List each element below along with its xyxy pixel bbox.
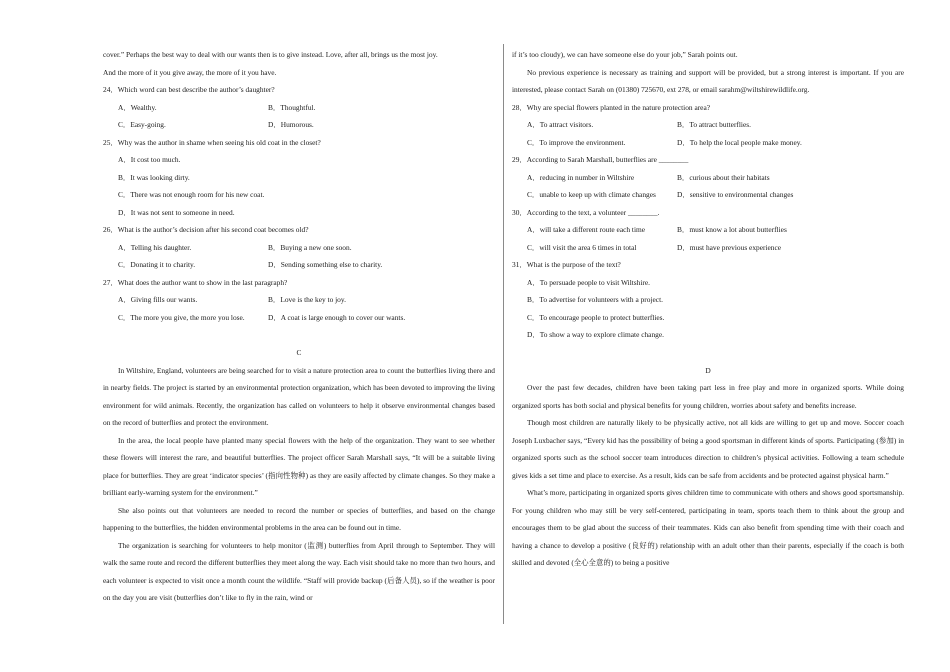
question-block (103, 221, 495, 274)
question-list-24-27 (103, 81, 495, 326)
answer-option[interactable]: D．To show a way to explore climate change. (527, 330, 664, 339)
answer-option[interactable]: C．will visit the area 6 times in total (527, 242, 637, 252)
answer-option[interactable]: A．Giving fills our wants. (118, 295, 198, 304)
option-grid (512, 116, 904, 151)
intro-line: And the more of it you give away, the more of it you have. (103, 67, 277, 77)
answer-option[interactable]: A．It cost too much. (118, 155, 181, 164)
option-grid (512, 169, 904, 204)
option-grid (103, 291, 495, 326)
passage-paragraph: In Wiltshire, England, volunteers are being searched for to visit a nature protection area to count the butterflies living there and in nearby fields. The project is started by an environmental protection organization, which has been devoted to improving the living environment for wild animals. Recently, the organization has called on volunteers to help it observe environmental changes based on the record of butterflies and protect the environment. (103, 365, 495, 427)
answer-option[interactable]: B．To advertise for volunteers with a project. (527, 295, 663, 304)
answer-option[interactable]: B．Love is the key to joy. (268, 295, 346, 304)
answer-option[interactable]: D．must have previous experience (677, 242, 782, 252)
option-grid (103, 239, 495, 274)
answer-option[interactable]: C．To improve the environment. (527, 137, 626, 147)
answer-option[interactable]: D．Humorous. (268, 120, 314, 129)
answer-option[interactable]: A．reducing in number in Wiltshire (527, 172, 635, 182)
left-column (103, 46, 495, 607)
answer-option[interactable]: B．It was looking dirty. (118, 172, 190, 182)
option-grid (103, 99, 495, 134)
passage-paragraph: Over the past few decades, children have been taking part less in free play and more in organized sports. While doing organized sports has both social and physical benefits for young children, worries about safety and benefits increase. (512, 383, 904, 410)
answer-option[interactable]: D．A coat is large enough to cover our wants. (268, 312, 406, 322)
column-divider (503, 44, 504, 624)
passage-c-ending (512, 46, 904, 99)
question-block (512, 256, 904, 344)
answer-option[interactable]: C．unable to keep up with climate changes (527, 190, 656, 199)
question-stem: 24．Which word can best describe the author’s daughter? (103, 85, 275, 94)
section-title-c: C (296, 348, 302, 357)
intro-paragraph: if it’s too cloudy), we can have someone else do your job,” Sarah points out. (512, 50, 738, 59)
question-stem: 29．According to Sarah Marshall, butterflies are ________ (512, 155, 689, 164)
answer-option[interactable]: C．There was not enough room for his new coat. (118, 190, 265, 199)
question-block (103, 134, 495, 222)
question-list-28-31 (512, 99, 904, 344)
question-stem: 31．What is the purpose of the text? (512, 260, 621, 269)
answer-option[interactable]: B．Buying a new one soon. (268, 242, 352, 252)
passage-paragraph: Though most children are naturally likely to be physically active, not all kids are willing to get up and move. Soccer coach Joseph Luxbacher says, “Every kid has the possibility of being a good sportsman in different kinds of sports. Participating (参加) in organized sports such as the school soccer team introduces direction to children’s physical activities. Following a team schedule gives kids a set time and place to exercise. As a result, kids can be safe from accidents and be protected against physical harm.” (512, 418, 904, 480)
right-column (512, 46, 904, 572)
option-grid (512, 221, 904, 256)
answer-option[interactable]: D．To help the local people make money. (677, 137, 802, 147)
passage-paragraph: She also points out that volunteers are needed to record the number or species of butterflies, and based on the change happening to the butterflies, the hidden environmental problems in the area can be found out in time. (103, 505, 495, 532)
question-block (103, 274, 495, 327)
answer-option[interactable]: C．Easy-going. (118, 120, 166, 129)
answer-option[interactable]: C．The more you give, the more you lose. (118, 312, 245, 322)
question-block (512, 204, 904, 257)
question-stem: 30．According to the text, a volunteer ________. (512, 207, 660, 217)
answer-option[interactable]: A．Telling his daughter. (118, 242, 192, 252)
answer-option[interactable]: C．To encourage people to protect butterflies. (527, 312, 665, 322)
passage-paragraph: The organization is searching for volunteers to help monitor (监测) butterflies from April through to September. They will walk the same route and record the different butterflies they meet along the way. Each visit should take no more than two hours, and each volunteer is expected to visit once a month count the wildlife. “Staff will provide backup (后备人员), so if the weather is poor on the day you are visit (butterflies don’t like to fly in the rain, wind or (103, 540, 495, 602)
answer-option[interactable]: D．Sending something else to charity. (268, 260, 383, 269)
answer-option[interactable]: B．must know a lot about butterflies (677, 225, 787, 234)
passage-b-ending (103, 46, 495, 81)
question-stem: 28．Why are special flowers planted in the nature protection area? (512, 102, 711, 112)
answer-option[interactable]: B．To attract butterflies. (677, 120, 751, 129)
passage-paragraph: In the area, the local people have planted many special flowers with the help of the organization. They want to see whether these flowers will interest the rare, and beautiful butterflies. The project officer Sarah Marshall says, “It will be a suitable living place for butterflies. They are great ‘indicator species’ (指向性物种) as they are easily affected by climate changes. So they make a brilliant early-warning system for the environment.” (103, 435, 495, 497)
question-stem: 26．What is the author’s decision after his second coat becomes old? (103, 225, 309, 234)
answer-option[interactable]: A．To attract visitors. (527, 120, 594, 129)
answer-option[interactable]: D．It was not sent to someone in need. (118, 207, 235, 217)
answer-option[interactable]: D．sensitive to environmental changes (677, 190, 794, 199)
answer-option[interactable]: A．Wealthy. (118, 102, 157, 112)
answer-option[interactable]: A．To persuade people to visit Wiltshire. (527, 277, 651, 287)
intro-line: cover.” Perhaps the best way to deal with our wants then is to give instead. Love, after all, brings us the most joy. (103, 50, 438, 59)
question-block (512, 99, 904, 152)
question-stem: 27．What does the author want to show in the last paragraph? (103, 277, 288, 287)
answer-option[interactable]: B．curious about their habitats (677, 172, 770, 182)
answer-option[interactable]: B．Thoughtful. (268, 102, 316, 112)
passage-paragraph: What’s more, participating in organized sports gives children time to communicate with others and shows good sportsmanship. For young children who may still be very self-centered, participating in team, sports teach them to think about the group and encourages them to be glad about the success of their teammates. Kids can also benefit from spending time with their coach and having a chance to develop a positive (良好的) relationship with an adult other than their parents, especially if the coach is both skilled and devoted (全心全意的) to being a positive (512, 488, 904, 567)
passage-c (103, 362, 495, 607)
answer-option[interactable]: C．Donating it to charity. (118, 260, 196, 269)
question-block (103, 81, 495, 134)
section-title-d: D (705, 365, 711, 375)
passage-d (512, 379, 904, 572)
question-block (512, 151, 904, 204)
answer-option[interactable]: A．will take a different route each time (527, 225, 646, 234)
question-stem: 25．Why was the author in shame when seeing his old coat in the closet? (103, 137, 321, 147)
intro-paragraph: No previous experience is necessary as training and support will be provided, but a strong interest is important. If you are interested, please contact Sarah on (01380) 725670, ext 278, or email sarahm@wiltshirewildlife.org. (512, 67, 904, 94)
